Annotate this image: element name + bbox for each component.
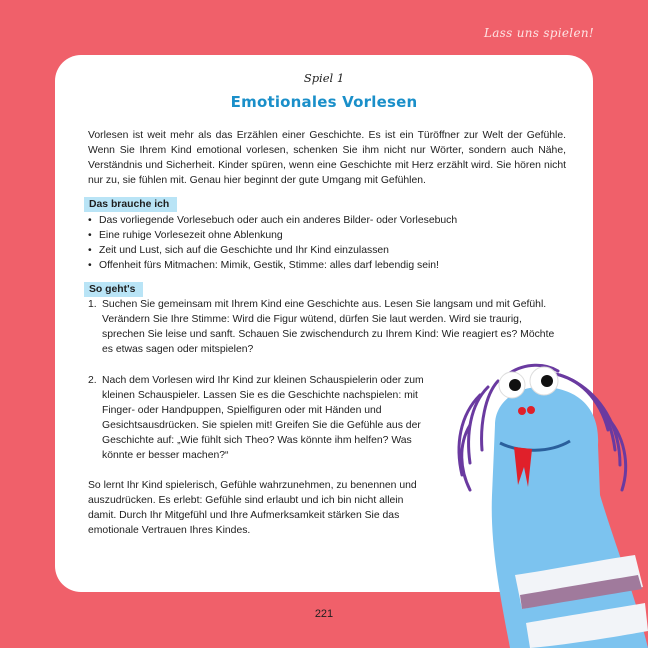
page-title: Emotionales Vorlesen: [230, 93, 418, 111]
step-text: Suchen Sie gemeinsam mit Ihrem Kind eine Geschichte aus. Lesen Sie langsam und mit Gefühl. Verändern Sie Ihre Stimme: Wird die Figur wütend, dürfen Sie laut werden. Wird sie traurig, sprechen Sie leise und sanft. Schauen Sie zwischendurch zu Ihrem Kind: Wie reagiert es? Möchte es etwas sagen oder mitspielen?: [102, 299, 555, 355]
needs-list: [88, 213, 548, 273]
step-item: [88, 373, 433, 463]
step-text: Nach dem Vorlesen wird Ihr Kind zur kleinen Schauspielerin oder zum kleinen Schauspieler. Lassen Sie es die Geschichte nachspielen: mit Finger- oder Handpuppen, Spielfiguren oder mit Händen und Gesichtsausdrücken. Sie spielen mit! Greifen Sie die Gefühle aus der Geschichte auf: „Wie fühlt sich Theo? Was könnte ihm helfen? Was könnte er besser machen?“: [102, 375, 424, 461]
puppet-nose: [518, 407, 526, 415]
game-number: Spiel 1: [303, 71, 345, 85]
corner-label: Lass uns spielen!: [483, 26, 594, 40]
step-item: [88, 297, 558, 357]
howto-heading: So geht's: [84, 282, 143, 297]
list-item: • Eine ruhige Vorlesezeit ohne Ablenkung: [88, 230, 283, 241]
step-number: 1.: [88, 299, 97, 310]
outro-paragraph: So lernt Ihr Kind spielerisch, Gefühle wahrzunehmen, zu benennen und auszudrücken. Es erlebt: Gefühle sind erlaubt und ich bin nicht allein damit. Durch Ihr Mitgefühl und Ihre Aufmerksamkeit stärken Sie das emotionale Vertrauen Ihres Kindes.: [88, 480, 417, 536]
sock-puppet-illustration: [440, 355, 648, 648]
page-number: 221: [314, 608, 334, 620]
puppet-nose: [527, 406, 535, 414]
list-item: • Offenheit fürs Mitmachen: Mimik, Gestik, Stimme: alles darf lebendig sein!: [88, 260, 439, 271]
puppet-pupil-left: [509, 379, 521, 391]
intro-paragraph: Vorlesen ist weit mehr als das Erzählen einer Geschichte. Es ist ein Türöffner zur Welt der Gefühle. Wenn Sie Ihrem Kind emotional vorlesen, schenken Sie ihm nicht nur Wörter, sondern auch Nähe, Verständnis und Sicherheit. Kinder spüren, wenn eine Geschichte mit Herz erzählt wird. Sie hören nicht nur zu, sie fühlen mit. Genau hier beginnt der gute Umgang mit Gefühlen.: [88, 130, 566, 186]
step-number: 2.: [88, 375, 97, 386]
list-item: • Das vorliegende Vorlesebuch oder auch ein anderes Bilder- oder Vorlesebuch: [88, 215, 458, 226]
puppet-pupil-right: [541, 375, 553, 387]
needs-heading: Das brauche ich: [84, 197, 177, 212]
list-item: • Zeit und Lust, sich auf die Geschichte und Ihr Kind einzulassen: [88, 245, 389, 256]
